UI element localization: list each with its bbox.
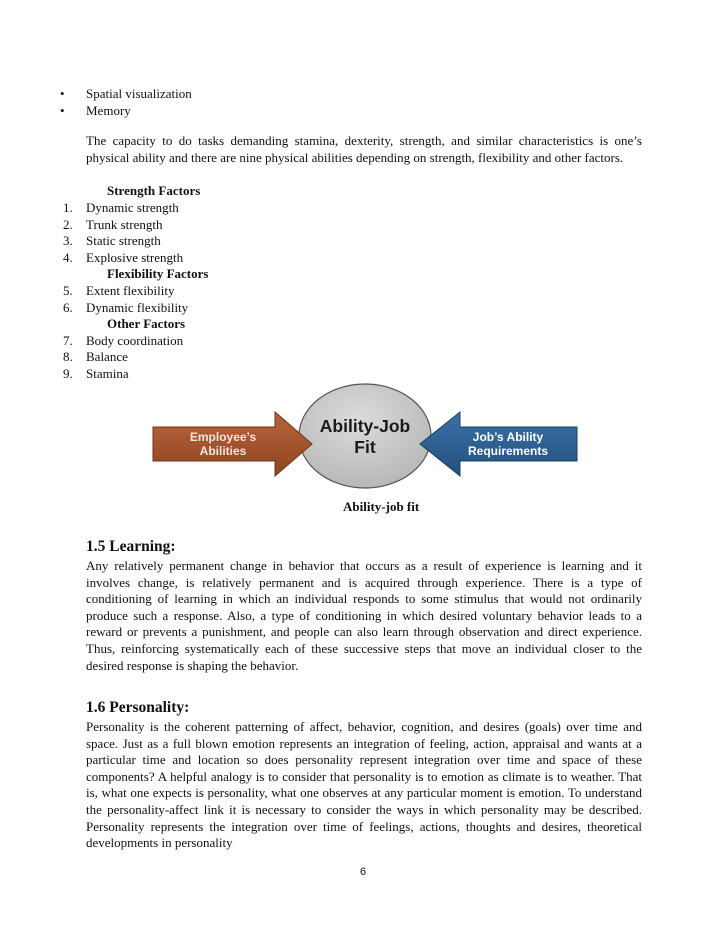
bullet-item: Memory [86,103,131,118]
list-number: 9. [63,366,73,381]
physical-ability-paragraph: The capacity to do tasks demanding stamina, dexterity, strength, and similar characteristics is one’s physical ability and there are nine physical abilities depending on strength, flexibility and other factors. [86,133,642,165]
center-label-line2: Fit [354,437,376,457]
left-label-line1: Employee’s [189,430,257,444]
list-item: Trunk strength [86,217,163,232]
group-heading-other: Other Factors [107,316,186,331]
bullet-marker: • [60,103,65,118]
list-item: Balance [86,349,128,364]
ability-job-fit-diagram [150,380,580,492]
list-item: Extent flexibility [86,283,175,298]
bullet-marker: • [60,86,65,101]
list-number: 1. [63,200,73,215]
section-heading-learning: 1.5 Learning: [86,538,176,555]
ability-job-fit-circle [299,384,431,488]
group-heading-flexibility: Flexibility Factors [107,266,209,281]
page-number: 6 [360,866,367,878]
learning-paragraph: Any relatively permanent change in behavior that occurs as a result of experience is learning and it involves change, is relatively permanent and is acquired through experience. There is a type of conditioning of learning in which an individual responds to some stimulus that would not ordinarily produce such a response. Also, a type of conditioning in which desired voluntary behavior leads to a reward or prevents a punishment, and people can also learn through observation and direct experience. Thus, reinforcing systematically each of these successive steps that move an individual closer to the desired response is shaping the behavior. [86,558,642,673]
list-item: Stamina [86,366,129,381]
center-label-line1: Ability-Job [319,416,411,436]
list-item: Body coordination [86,333,184,348]
list-number: 7. [63,333,73,348]
list-number: 8. [63,349,73,364]
personality-paragraph: Personality is the coherent patterning of affect, behavior, cognition, and desires (goals) over time and space. Just as a full blown emotion represents an integration of feeling, action, appraisal and wants at a particular time and location so does personality represent integration over time and space of these components? A helpful analogy is to consider that personality is to emotion as climate is to weather. That is, what one expects is personality, what one observes at any particular moment is emotion. To understand the personality-affect link it is necessary to consider the ways in which personality may be described. Personality represents the integration over time of feelings, actions, thoughts and desires, theoretical developments in personality [86,719,642,851]
list-number: 4. [63,250,73,265]
list-item: Static strength [86,233,161,248]
left-label-line2: Abilities [199,444,247,458]
bullet-item: Spatial visualization [86,86,192,101]
list-item: Dynamic strength [86,200,179,215]
right-label-line2: Requirements [467,444,549,458]
list-number: 6. [63,300,73,315]
list-number: 5. [63,283,73,298]
figure-caption: Ability-job fit [343,499,420,514]
right-label-line1: Job’s Ability [472,430,544,444]
list-item: Dynamic flexibility [86,300,189,315]
list-number: 3. [63,233,73,248]
list-item: Explosive strength [86,250,184,265]
section-heading-personality: 1.6 Personality: [86,699,190,716]
group-heading-strength: Strength Factors [107,183,201,198]
list-number: 2. [63,217,73,232]
